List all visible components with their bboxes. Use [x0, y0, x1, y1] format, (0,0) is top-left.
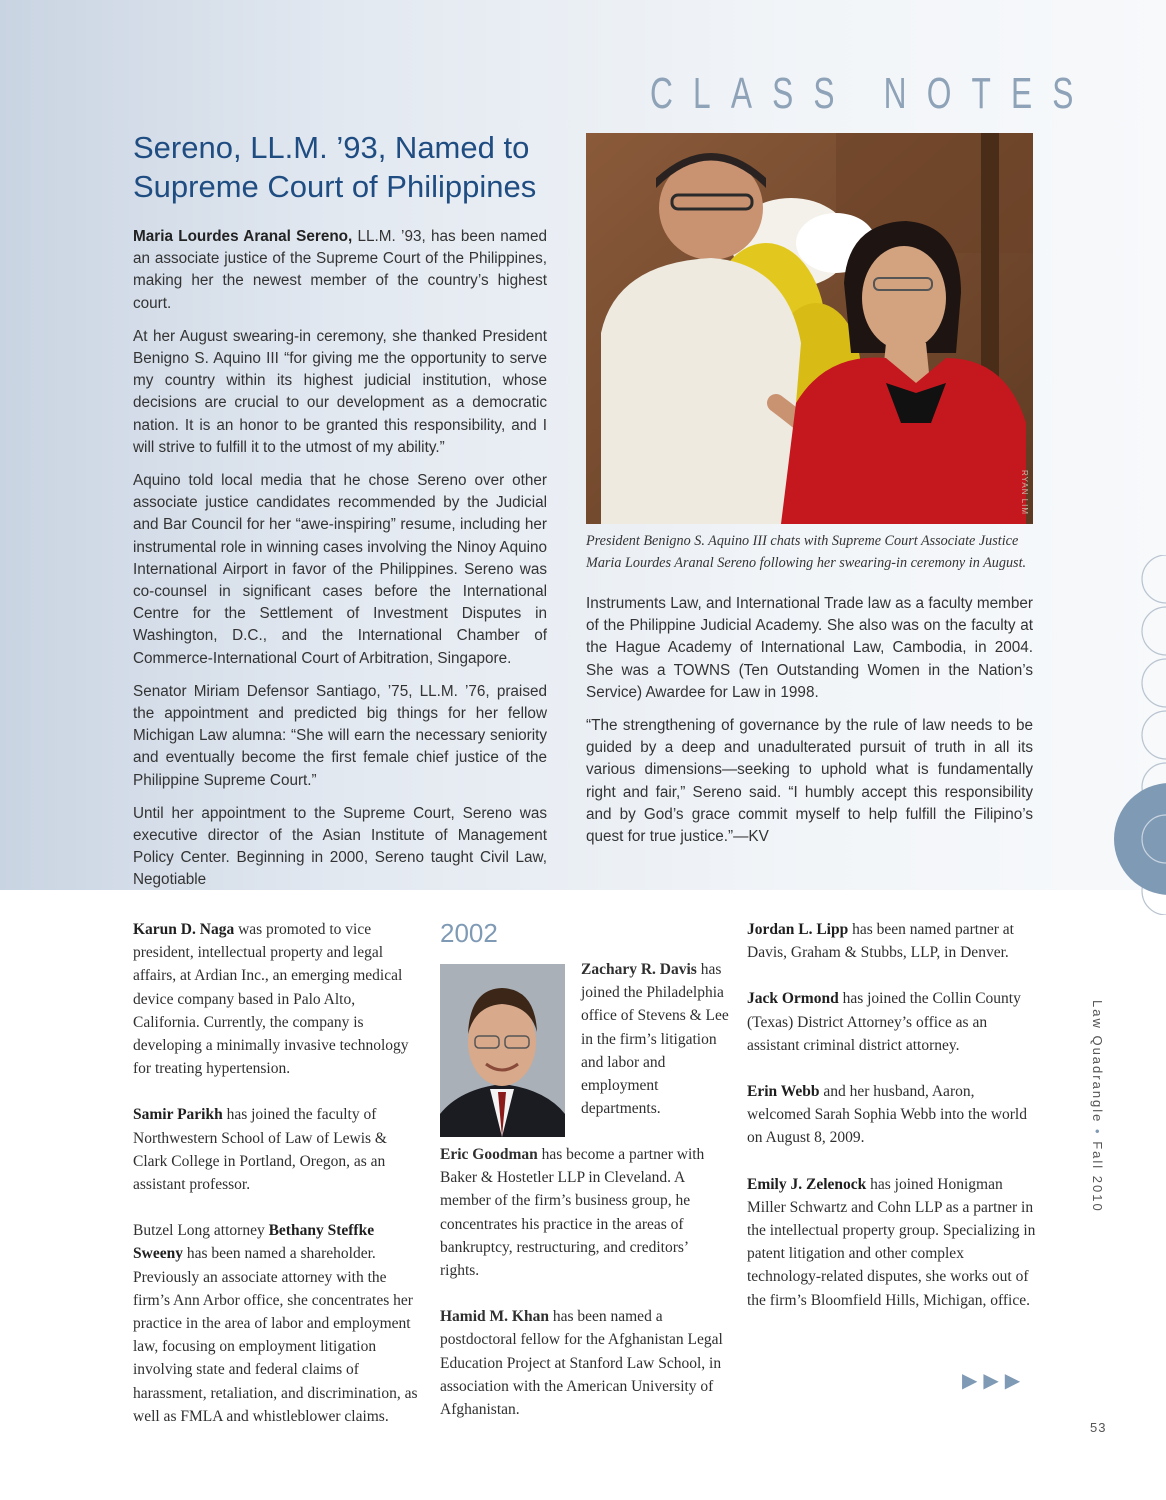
- note-naga: [133, 918, 418, 1080]
- note-sweeny: [133, 1219, 418, 1428]
- article-paragraph-2: At her August swearing-in ceremony, she thanked President Benigno S. Aquino III “for giving me the opportunity to serve my country within its highest judicial institution, whose decisions are crucial to our development as a democratic nation. It is an honor to be granted this responsibility, and I will strive to fulfill it to the utmost of my ability.”: [133, 327, 547, 456]
- article-headline: Sereno, LL.M. ’93, Named to Supreme Court of Philippines: [133, 130, 537, 204]
- note-text: has joined Honigman Miller Schwartz and Cohn LLP as a partner in the intellectual property group. Specializing in patent litigation and other complex technology-related disputes, she works out of the firm’s Bloomfield Hills, Michigan, office.: [747, 1175, 1036, 1309]
- ceremony-photo: [586, 133, 1033, 524]
- note-text: has joined the Philadelphia office of Stevens & Lee in the firm’s litigation and labor and employment departments.: [581, 961, 729, 1118]
- note-name: Karun D. Naga: [133, 921, 235, 938]
- lead-text: LL.M. ’93, has been named an associate justice of the Supreme Court of the Philippines, making her the newest member of the country’s highest court.: [133, 228, 547, 312]
- continue-arrows-icon: ▶▶▶: [962, 1370, 1027, 1392]
- page-tabs-decoration: [1110, 555, 1166, 915]
- note-text: has been named partner at Davis, Graham & Stubbs, LLP, in Denver.: [747, 921, 1014, 962]
- article-paragraph-5: Until her appointment to the Supreme Court, Sereno was executive director of the Asian Institute of Management Policy Center. Beginning in 2000, Sereno taught Civil Law, Negotiable: [133, 804, 547, 889]
- class-year-heading: 2002: [440, 918, 498, 948]
- class-notes-column-3: [747, 918, 1037, 1335]
- class-notes-column-2: [440, 1143, 730, 1444]
- note-davis: [581, 958, 731, 1120]
- article-paragraph-4: Senator Miriam Defensor Santiago, ’75, LL.M. ’76, praised the appointment and predicted big things for her fellow Michigan Law alumna: “She will earn the necessary seniority and eventually become the first female chief justice of the Philippine Supreme Court.”: [133, 682, 547, 789]
- issue-label: Fall 2010: [1090, 1141, 1105, 1213]
- note-text: has been named a postdoctoral fellow for the Afghanistan Legal Education Project at Stanford Law School, in association with the American University of Afghanistan.: [440, 1308, 723, 1419]
- note-goodman: [440, 1143, 730, 1282]
- article-paragraph-6: Instruments Law, and International Trade law as a faculty member of the Philippine Judicial Academy. She also was on the faculty at the Hague Academy of International Law, Cambodia, in 2004. She was a TOWNS (Ten Outstanding Women in the Nation’s Service) Awardee for Law in 1998.: [586, 595, 1033, 701]
- note-name: Jordan L. Lipp: [747, 921, 849, 938]
- photo-caption: President Benigno S. Aquino III chats with Supreme Court Associate Justice Maria Lourdes Aranal Sereno following her swearing-in ceremony in August.: [586, 533, 1027, 571]
- note-text: has been named a shareholder. Previously an associate attorney with the firm’s Ann Arbor office, she concentrates her practice in the area of labor and employment law, focusing on employment litigation involving state and federal claims of harassment, retaliation, and discrimination, as well as FMLA and whistleblower claims.: [133, 1245, 418, 1425]
- publication-side-label: [1090, 1000, 1105, 1213]
- note-name: Jack Ormond: [747, 990, 839, 1008]
- separator-dot: •: [1090, 1129, 1105, 1136]
- class-notes-column-1: [133, 918, 418, 1451]
- headshot-photo: [440, 964, 565, 1137]
- note-ormond: [747, 987, 1037, 1057]
- article-column-right: [586, 593, 1033, 859]
- note-name: Bethany Steffke Sweeny: [133, 1222, 375, 1263]
- note-khan: [440, 1305, 730, 1421]
- lead-name: Maria Lourdes Aranal Sereno,: [133, 228, 353, 245]
- publication-name: Law Quadrangle: [1090, 1000, 1105, 1124]
- note-name: Samir Parikh: [133, 1106, 223, 1124]
- page-number: 53: [1090, 1420, 1107, 1435]
- article-paragraph-3: Aquino told local media that he chose Sereno over other associate justice candidates recommended by the Judicial and Bar Council for her “awe-inspiring” resume, including her instrumental role in winning cases involving the Ninoy Aquino International Airport in favor of the Philippines. Sereno was co-counsel in significant cases before the International Centre for the Settlement of Investment Disputes in Washington, D.C., and the International Chamber of Commerce-International Court of Arbitration, Singapore.: [133, 472, 547, 667]
- ceremony-photo-illustration: [586, 133, 1033, 524]
- note-name: Zachary R. Davis: [581, 961, 697, 978]
- note-text: has joined the faculty of Northwestern School of Law of Lewis & Clark College in Portland, Oregon, as an assistant professor.: [133, 1106, 387, 1194]
- photo-credit: RYAN LIM: [1020, 470, 1029, 516]
- note-name: Eric Goodman: [440, 1146, 538, 1163]
- note-name: Emily J. Zelenock: [747, 1175, 867, 1193]
- note-name: Hamid M. Khan: [440, 1308, 549, 1326]
- note-zelenock: [747, 1173, 1037, 1312]
- article-paragraph-1: [133, 226, 547, 315]
- note-webb: [747, 1080, 1037, 1150]
- note-parikh: [133, 1103, 418, 1196]
- note-text: has joined the Collin County (Texas) District Attorney’s office as an assistant criminal district attorney.: [747, 990, 1021, 1054]
- note-text: has become a partner with Baker & Hostetler LLP in Cleveland. A member of the firm’s business group, he concentrates his practice in the areas of bankruptcy, restructuring, and creditors’ rights.: [440, 1146, 705, 1280]
- note-text: and her husband, Aaron, welcomed Sarah Sophia Webb into the world on August 8, 2009.: [747, 1083, 1027, 1147]
- section-label: CLASS NOTES: [650, 69, 1094, 118]
- article-paragraph-7: “The strengthening of governance by the rule of law needs to be guided by a deep and unadulterated pursuit of truth in all its various dimensions—seeking to uphold what is fundamentally right and fair,” Sereno said. “I humbly accept this responsibility and by God’s grace commit myself to help fulfill the Filipino’s quest for true justice.”—KV: [586, 717, 1033, 846]
- article-column-left: [133, 226, 547, 903]
- note-text: was promoted to vice president, intellectual property and legal affairs, at Ardian Inc., an emerging medical device company based in Palo Alto, California. Currently, the company is developing a minimally invasive technology for treating hypertension.: [133, 921, 409, 1078]
- note-text: Butzel Long attorney: [133, 1222, 269, 1240]
- note-lipp: [747, 918, 1037, 964]
- note-name: Erin Webb: [747, 1083, 820, 1101]
